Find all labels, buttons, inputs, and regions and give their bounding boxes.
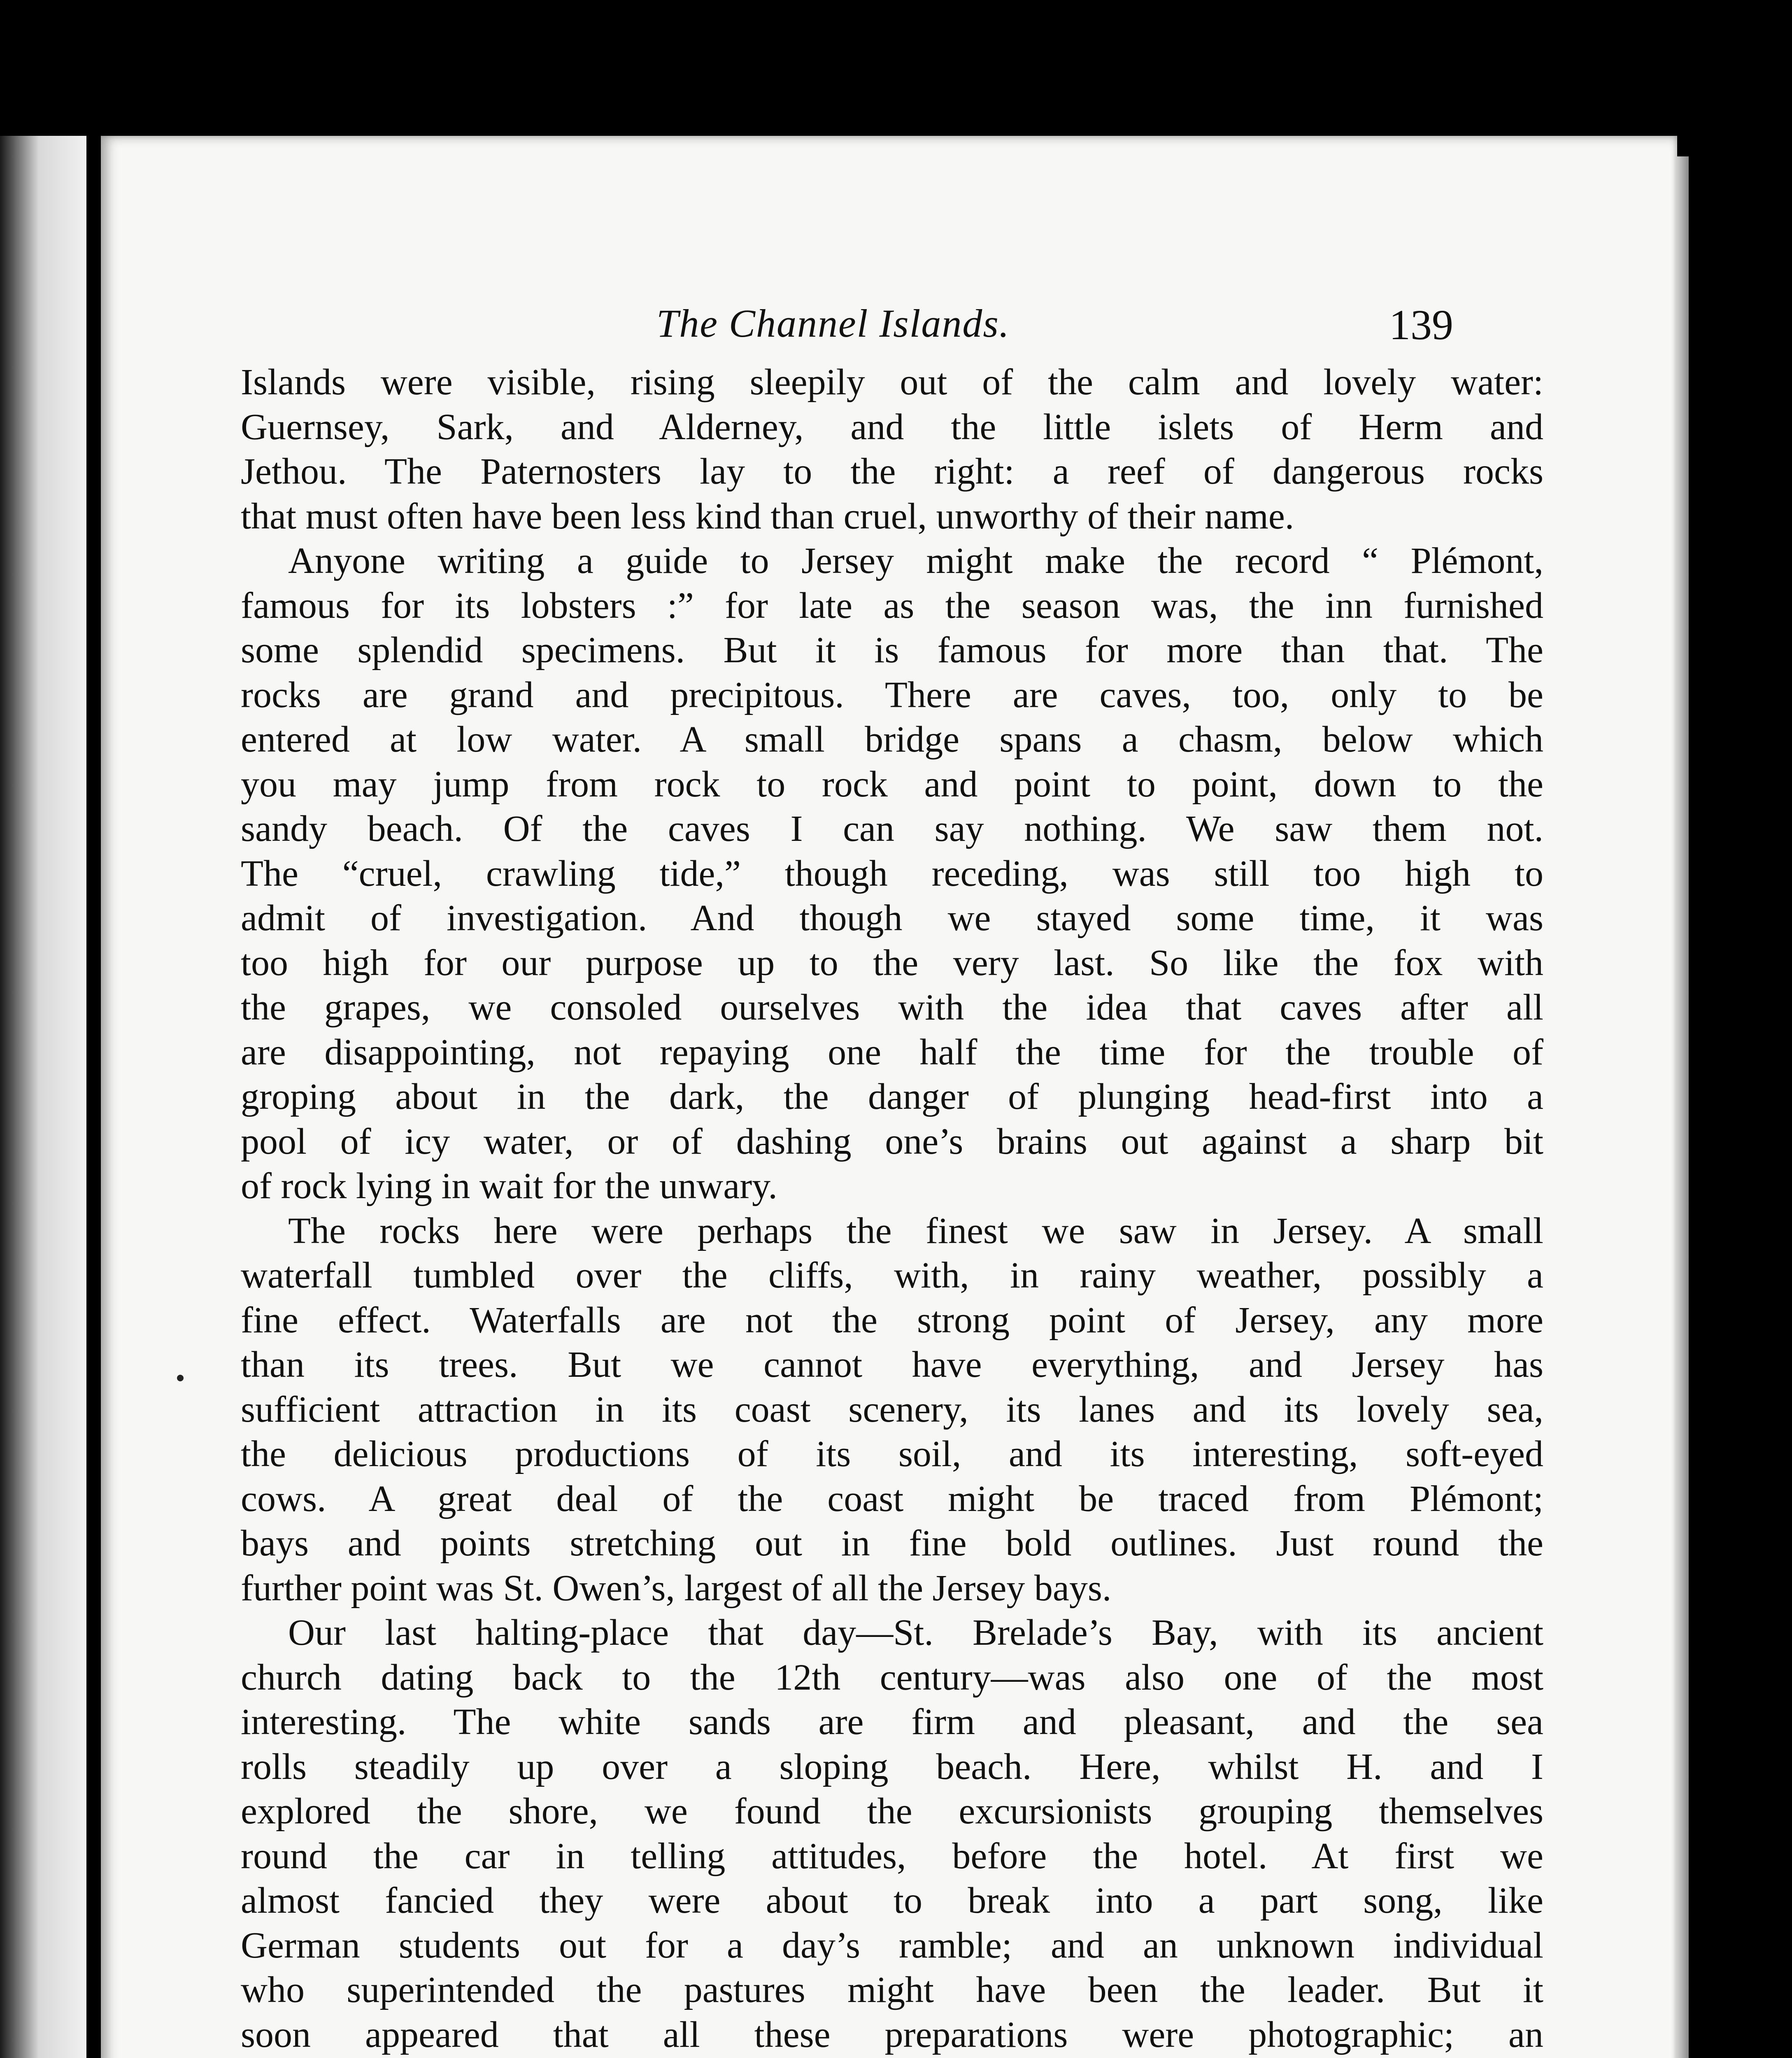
text-line: rocks are grand and precipitous. There are caves, too, only to be	[241, 674, 1543, 715]
text-line: further point was St. Owen’s, largest of all the Jersey bays.	[241, 1567, 1112, 1609]
book-page	[101, 136, 1677, 2058]
text-line: German students out for a day’s ramble; and an unknown individual	[241, 1925, 1543, 1966]
text-line: pool of icy water, or of dashing one’s brains out against a sharp bit	[241, 1121, 1543, 1162]
text-line: groping about in the dark, the danger of plunging head-first into a	[241, 1076, 1543, 1117]
previous-page-edge	[0, 136, 86, 2058]
text-line: who superintended the pastures might have been the leader. But it	[241, 1970, 1543, 2010]
text-line: Our last halting-place that day—St. Brelade’s Bay, with its ancient	[288, 1612, 1543, 1653]
text-line: Islands were visible, rising sleepily out of the calm and lovely water:	[241, 362, 1543, 403]
text-line: rolls steadily up over a sloping beach. Here, whilst H. and I	[241, 1746, 1543, 1787]
running-title: The Channel Islands.	[656, 301, 1010, 345]
text-line: too high for our purpose up to the very last. So like the fox with	[241, 942, 1543, 983]
text-line: of rock lying in wait for the unwary.	[241, 1166, 777, 1206]
paragraph	[241, 539, 1543, 1209]
text-line: that must often have been less kind than cruel, unworthy of their name.	[241, 496, 1294, 537]
text-line: the delicious productions of its soil, and its interesting, soft-eyed	[241, 1434, 1543, 1474]
text-line: Anyone writing a guide to Jersey might make the record “ Plémont,	[288, 540, 1543, 581]
page-number: 139	[1389, 301, 1453, 349]
text-line: The rocks here were perhaps the finest we saw in Jersey. A small	[288, 1210, 1543, 1251]
text-line: Guernsey, Sark, and Alderney, and the little islets of Herm and	[241, 406, 1543, 447]
text-line: interesting. The white sands are firm and pleasant, and the sea	[241, 1702, 1543, 1742]
text-line: sufficient attraction in its coast scenery, its lanes and its lovely sea,	[241, 1389, 1543, 1430]
body-text	[241, 360, 1543, 2058]
text-line: famous for its lobsters :” for late as the season was, the inn furnished	[241, 585, 1543, 626]
text-line: are disappointing, not repaying one half the time for the trouble of	[241, 1031, 1543, 1073]
print-speck	[177, 1375, 184, 1381]
text-line: waterfall tumbled over the cliffs, with, in rainy weather, possibly a	[241, 1255, 1543, 1296]
paragraph	[241, 1209, 1543, 1611]
page-edge-right	[1677, 156, 1689, 2058]
text-line: soon appeared that all these preparations were photographic; an	[241, 2014, 1543, 2055]
running-head	[101, 284, 1677, 366]
text-line: entered at low water. A small bridge spans a chasm, below which	[241, 719, 1543, 760]
text-line: than its trees. But we cannot have everything, and Jersey has	[241, 1344, 1543, 1385]
text-line: The “cruel, crawling tide,” though receding, was still too high to	[241, 853, 1543, 894]
text-line: the grapes, we consoled ourselves with the idea that caves after all	[241, 987, 1543, 1028]
text-line: church dating back to the 12th century—was also one of the most	[241, 1657, 1543, 1698]
text-line: fine effect. Waterfalls are not the strong point of Jersey, any more	[241, 1299, 1543, 1341]
text-line: you may jump from rock to rock and point to point, down to the	[241, 764, 1543, 805]
text-line: admit of investigation. And though we stayed some time, it was	[241, 898, 1543, 938]
text-line: Jethou. The Paternosters lay to the right: a reef of dangerous rocks	[241, 451, 1543, 492]
text-line: bays and points stretching out in fine bold outlines. Just round the	[241, 1523, 1543, 1564]
paragraph	[241, 360, 1543, 539]
text-line: cows. A great deal of the coast might be traced from Plémont;	[241, 1478, 1543, 1519]
text-line: explored the shore, we found the excursionists grouping themselves	[241, 1791, 1543, 1832]
paragraph	[241, 1611, 1543, 2058]
text-line: sandy beach. Of the caves I can say nothing. We saw them not.	[241, 808, 1543, 849]
text-line: round the car in telling attitudes, before the hotel. At first we	[241, 1835, 1543, 1876]
text-line: almost fancied they were about to break into a part song, like	[241, 1880, 1543, 1921]
text-line: some splendid specimens. But it is famous for more than that. The	[241, 630, 1543, 670]
